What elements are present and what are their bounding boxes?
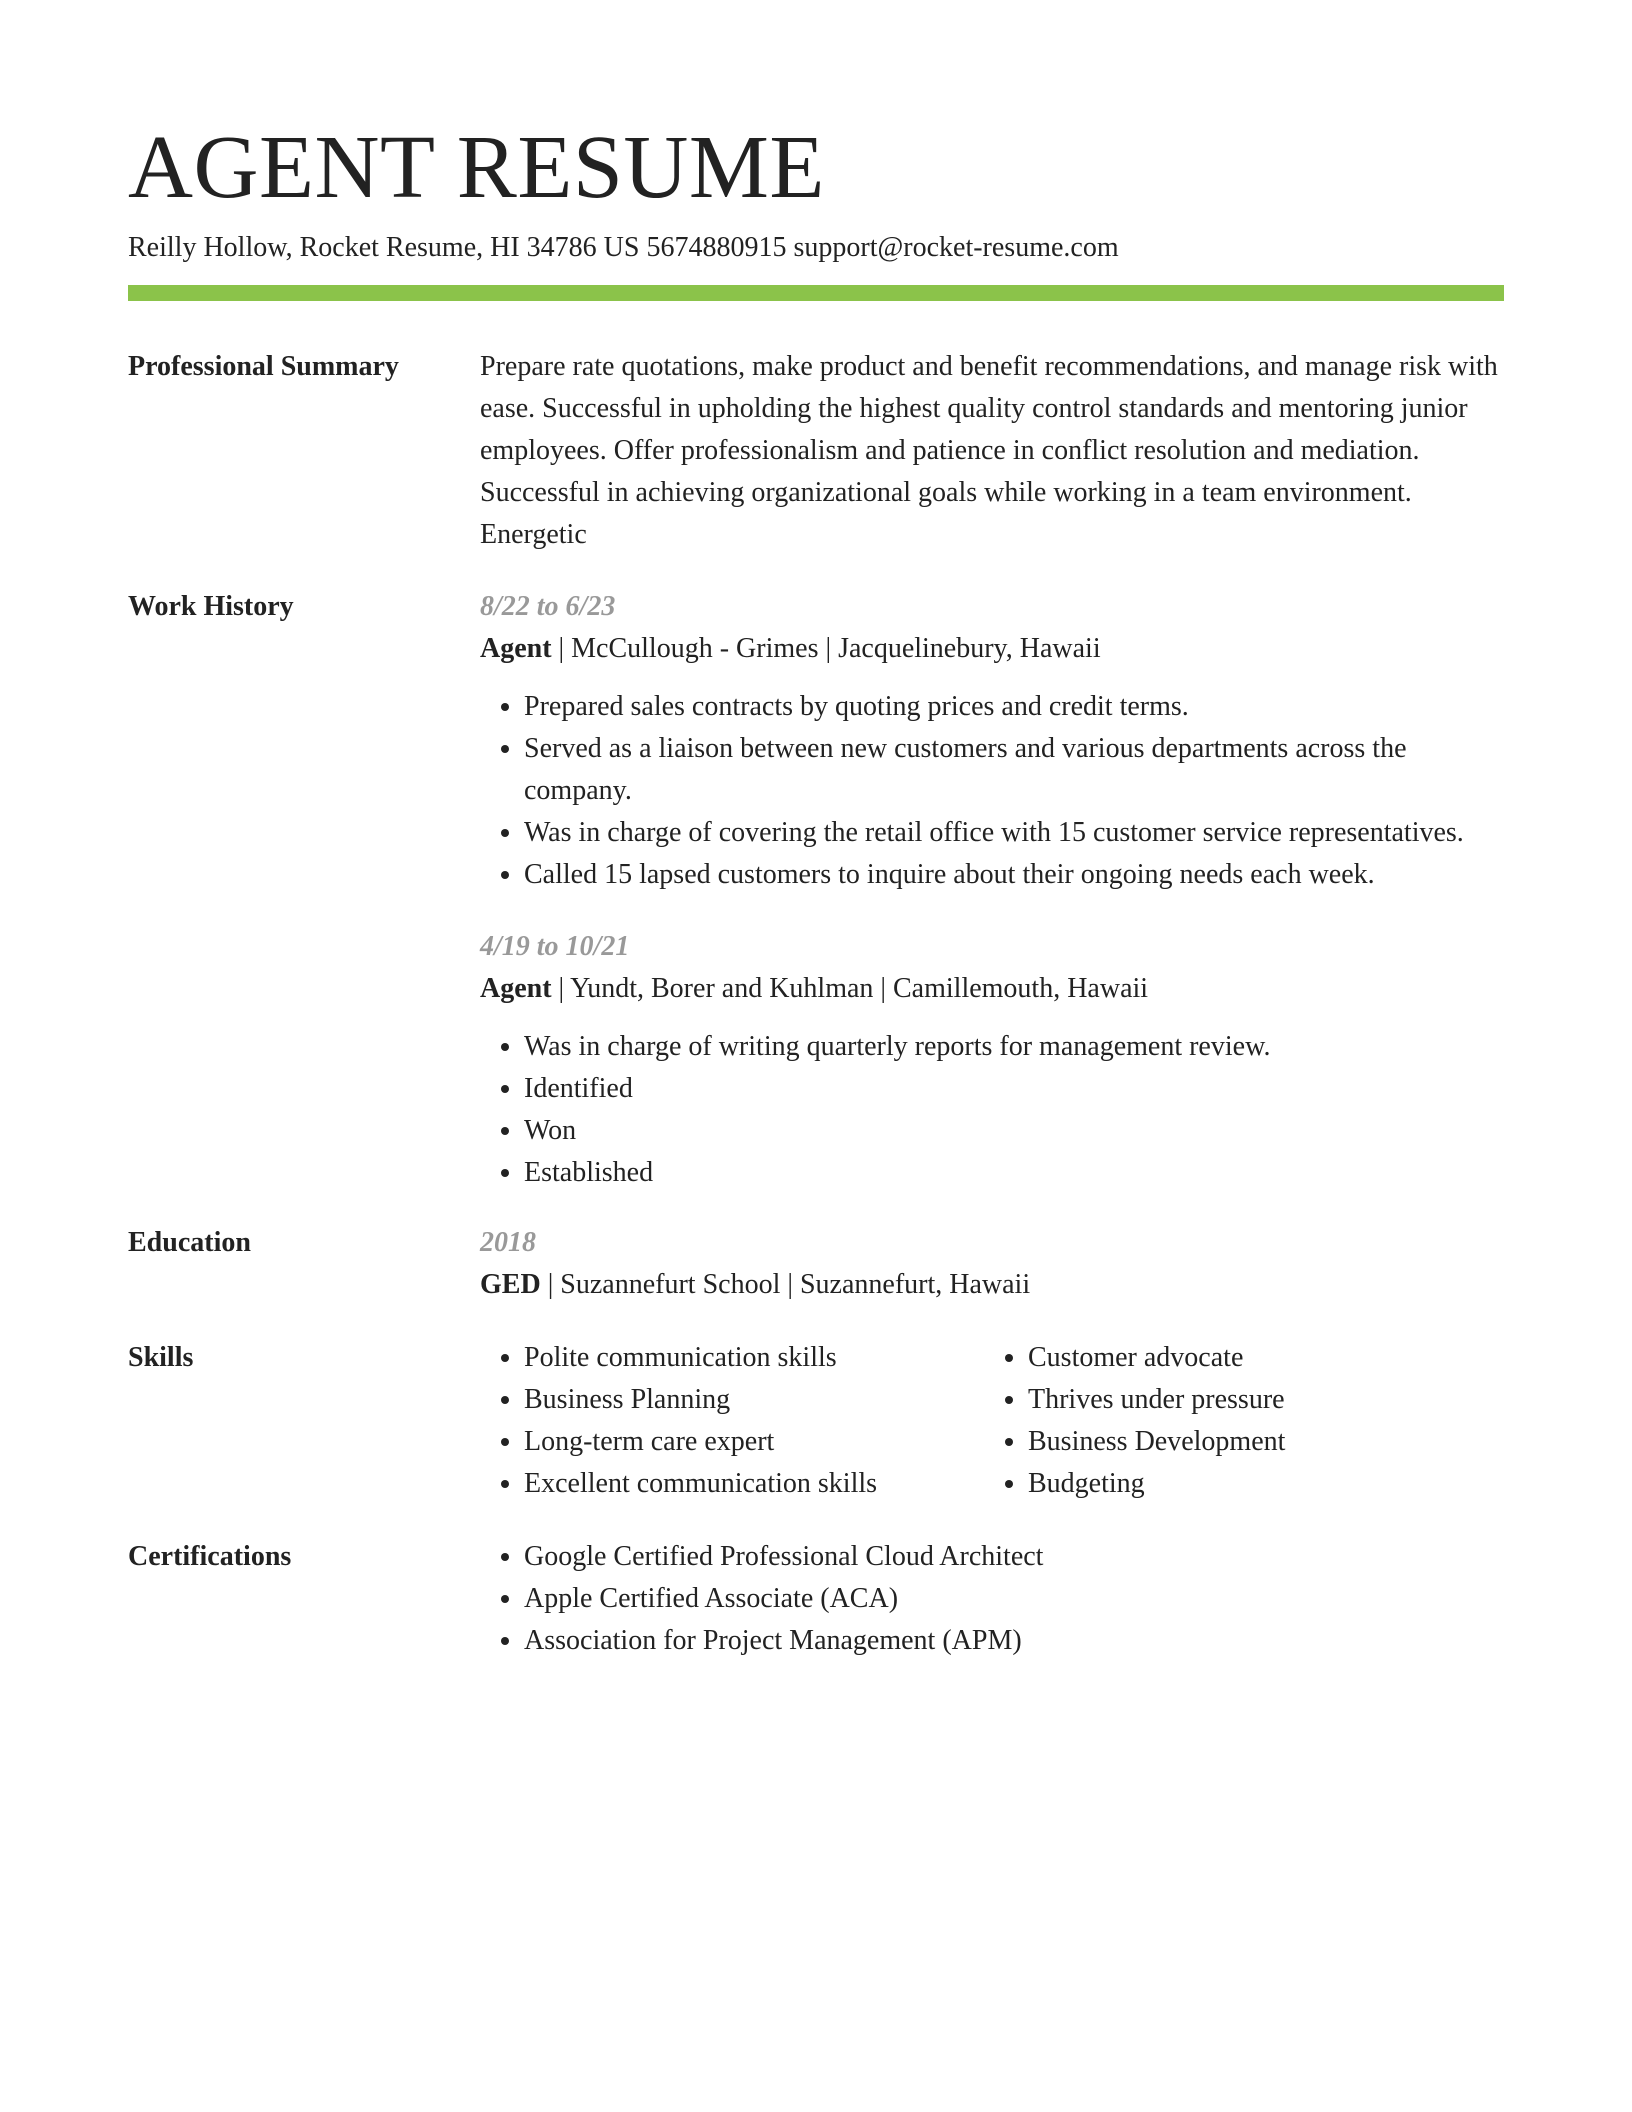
skills-column-right [984,1337,1285,1505]
education-year: 2018 [480,1227,536,1258]
job-dates: 8/22 to 6/23 [480,591,616,622]
job-dates: 4/19 to 10/21 [480,931,630,962]
job-bullets [480,1026,1504,1194]
section-label-summary: Professional Summary [128,351,399,382]
job-entry [480,586,1504,896]
skill-item: • Thrives under pressure [1028,1379,1285,1421]
section-label-certifications: Certifications [128,1541,292,1572]
job-heading [480,968,1504,1010]
job-bullet: • Called 15 lapsed customers to inquire about their ongoing needs each week. [524,854,1504,896]
job-bullet: • Was in charge of writing quarterly reports for management review. [524,1026,1504,1068]
education-degree: GED [480,1269,541,1300]
certification-item: • Google Certified Professional Cloud Architect [524,1536,1504,1578]
skills-grid [480,1337,1504,1505]
job-heading [480,628,1504,670]
skill-item: • Business Development [1028,1421,1285,1463]
skill-item: • Long-term care expert [524,1421,984,1463]
certifications-list [480,1536,1504,1662]
education-heading [480,1264,1504,1306]
section-label-education: Education [128,1227,251,1258]
job-title: Agent [480,973,552,1004]
job-bullets [480,686,1504,896]
job-entry [480,926,1504,1194]
job-title: Agent [480,633,552,664]
job-bullet: • Was in charge of covering the retail office with 15 customer service representatives. [524,812,1504,854]
skills-column-left [480,1337,984,1505]
job-details: | McCullough - Grimes | Jacquelinebury, Hawaii [551,633,1101,664]
work-body [480,586,1504,1194]
certification-item: • Apple Certified Associate (ACA) [524,1578,1504,1620]
skill-item: • Customer advocate [1028,1337,1285,1379]
summary-text: Prepare rate quotations, make product and benefit recommendations, and manage risk with ease. Successful in upholding the highest quality control standards and mentoring junior employees. Offer professionalism and patience in conflict resolution and mediation. Successful in achieving organizational goals while working in a team environment. Energetic [480,351,1498,550]
job-bullet: • Prepared sales contracts by quoting prices and credit terms. [524,686,1504,728]
resume-title: AGENT RESUME [128,118,825,217]
skill-item: • Polite communication skills [524,1337,984,1379]
certification-item: • Association for Project Management (APM) [524,1620,1504,1662]
skills-body [480,1337,1504,1505]
certifications-body [480,1536,1504,1662]
skill-item: • Excellent communication skills [524,1463,984,1505]
section-label-skills: Skills [128,1342,194,1373]
section-label-work: Work History [128,591,294,622]
summary-body [480,346,1504,556]
education-body [480,1222,1504,1306]
job-bullet: • Served as a liaison between new customers and various departments across the company. [524,728,1504,812]
contact-line: Reilly Hollow, Rocket Resume, HI 34786 US 5674880915 support@rocket-resume.com [128,232,1119,263]
skill-item: • Business Planning [524,1379,984,1421]
job-details: | Yundt, Borer and Kuhlman | Camillemouth, Hawaii [551,973,1149,1004]
accent-divider [128,285,1504,301]
job-bullet: • Established [524,1152,1504,1194]
job-bullet: • Identified [524,1068,1504,1110]
skill-item: • Budgeting [1028,1463,1285,1505]
education-details: | Suzannefurt School | Suzannefurt, Hawaii [540,1269,1031,1300]
job-bullet: • Won [524,1110,1504,1152]
